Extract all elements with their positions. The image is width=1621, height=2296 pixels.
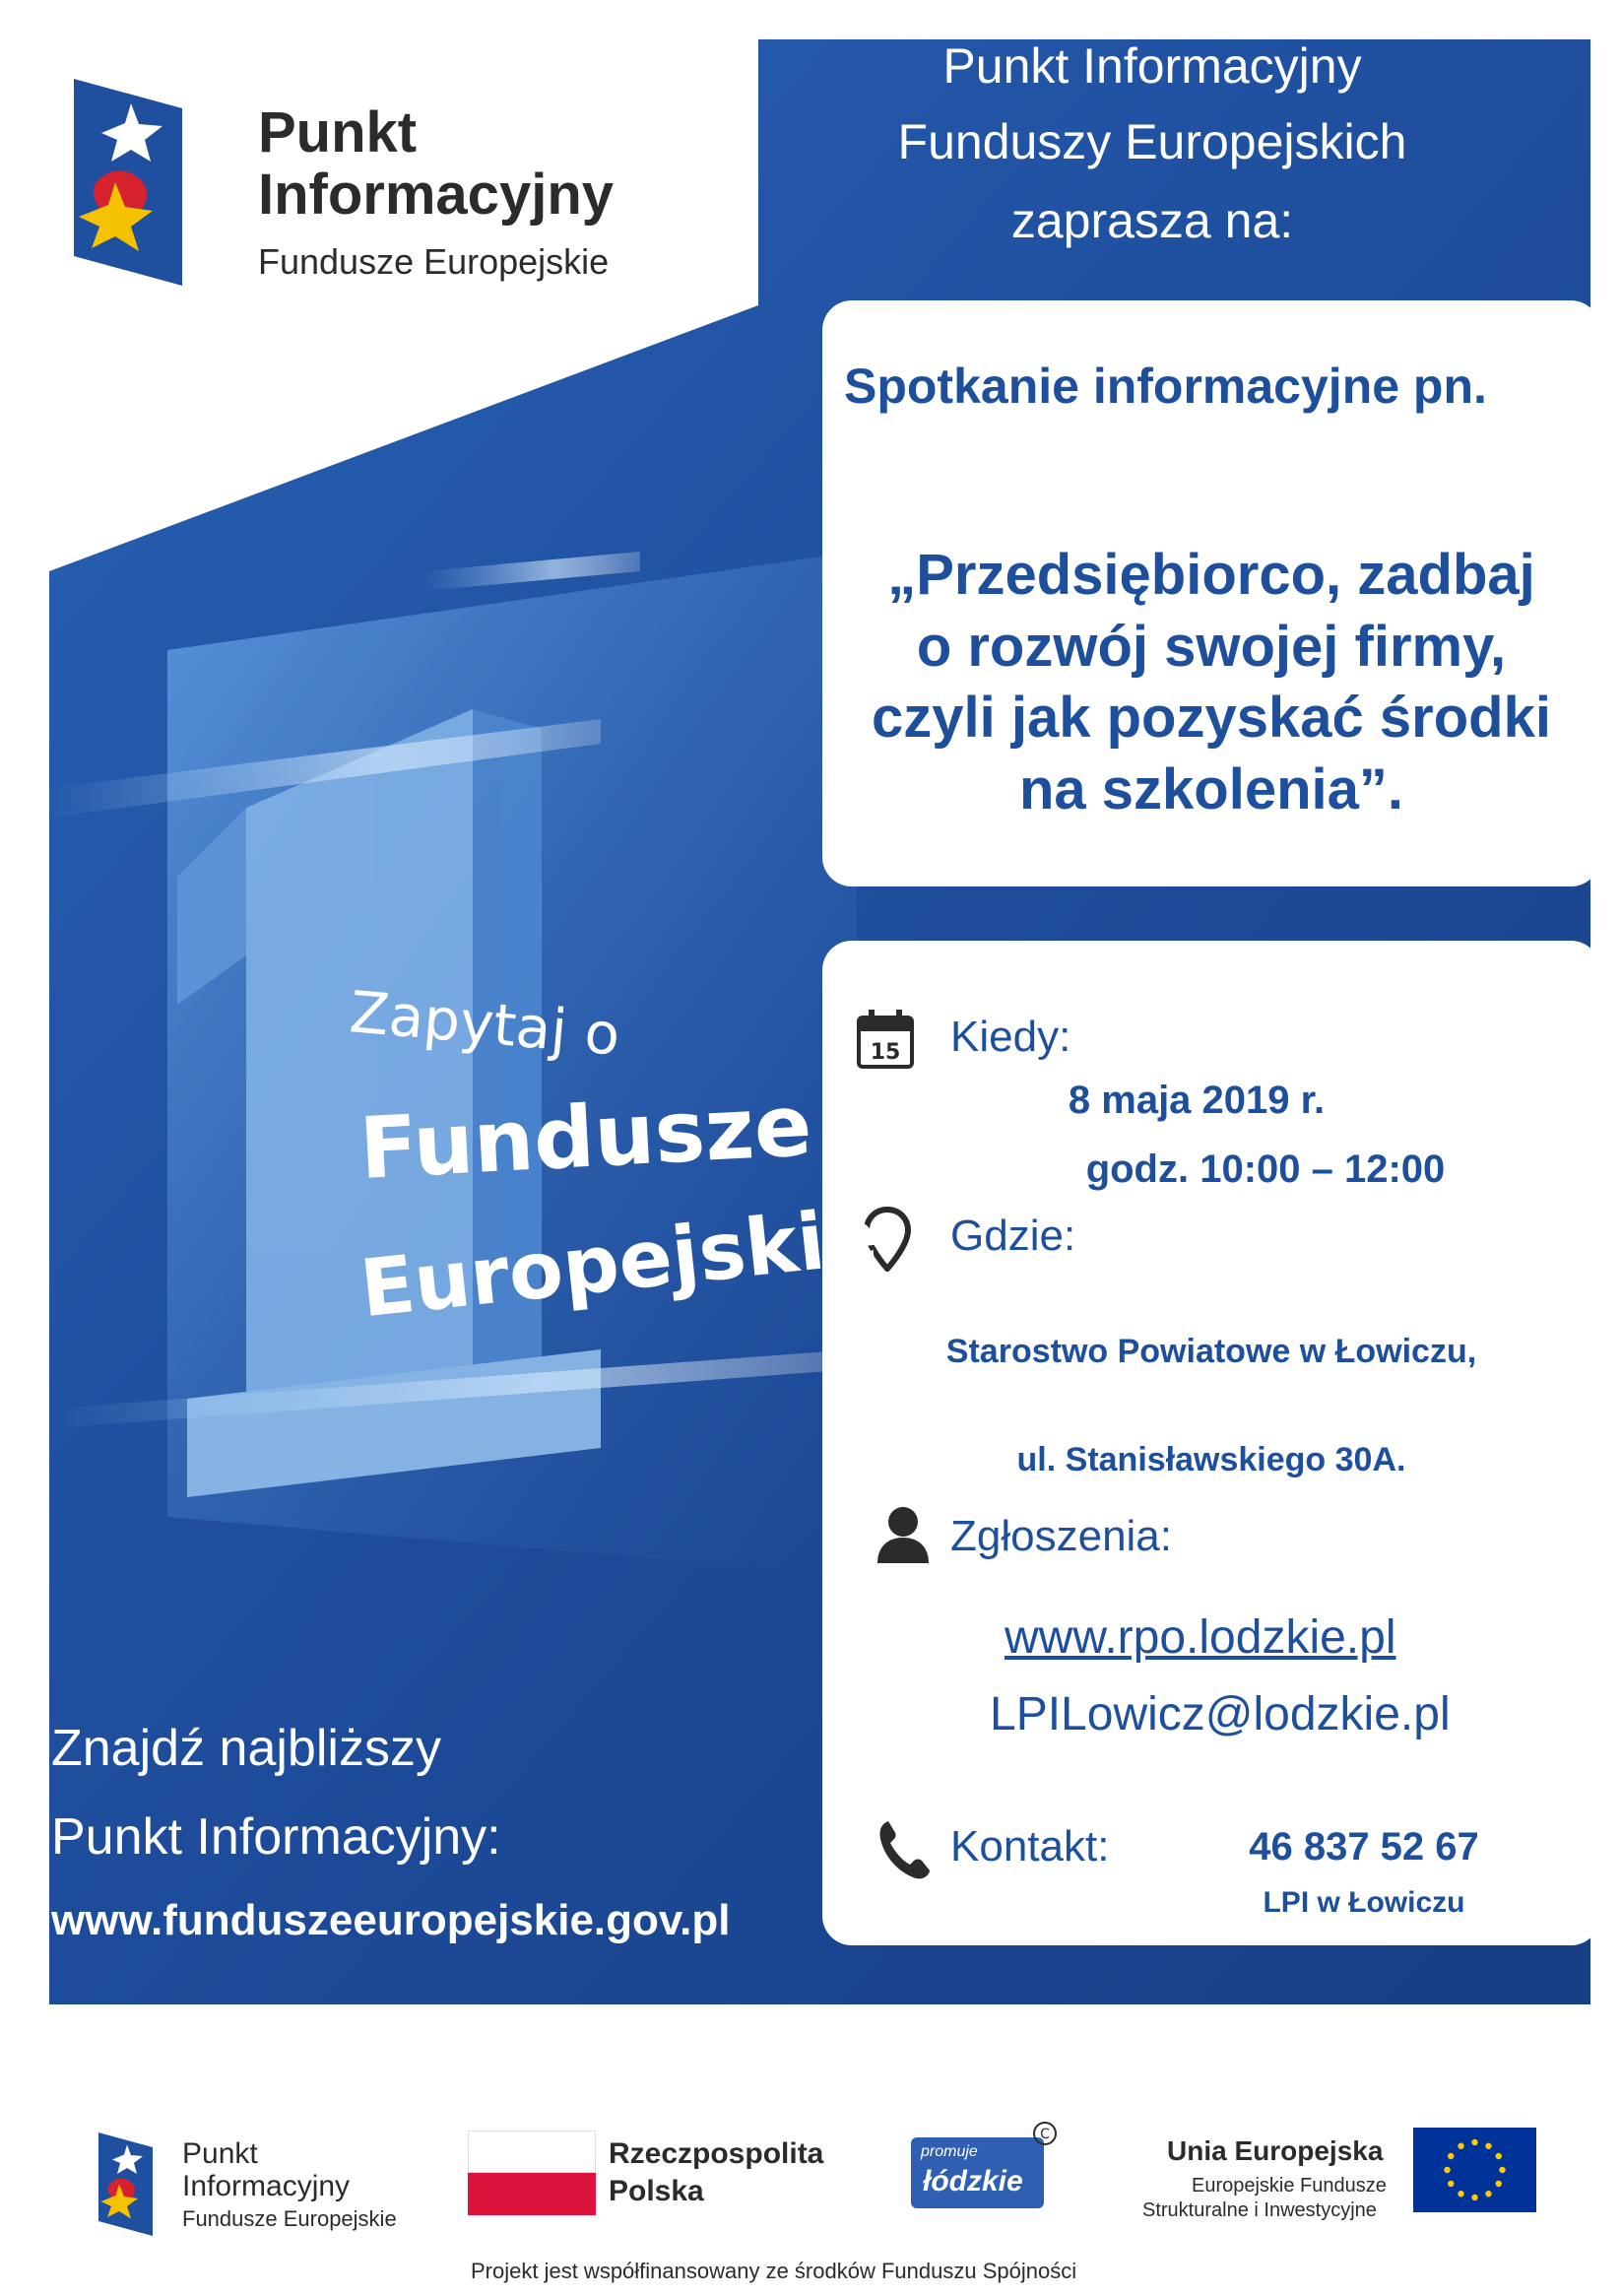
footer-pi-line-1: Punkt — [182, 2137, 258, 2170]
find-line-1: Znajdź najbliższy — [51, 1720, 441, 1777]
footer-rp-line-2: Polska — [609, 2175, 704, 2207]
signup-label: Zgłoszenia: — [950, 1512, 1173, 1560]
find-line-2: Punkt Informacyjny: — [51, 1808, 501, 1866]
calendar-icon — [857, 1010, 914, 1069]
logo-flag-icon — [74, 79, 182, 286]
footer-pi-flag-icon — [98, 2132, 153, 2236]
website-link[interactable]: www.rpo.lodzkie.pl — [1005, 1611, 1396, 1664]
event-title-box — [822, 300, 1600, 886]
event-title-line-3: czyli jak pozyskać środki — [872, 686, 1551, 750]
phone-number: 46 837 52 67 — [1249, 1825, 1479, 1869]
eu-star — [1458, 2143, 1463, 2149]
invite-line-1: Punkt Informacyjny — [942, 38, 1362, 94]
eu-star — [1458, 2191, 1463, 2197]
lodzkie-logo — [911, 2137, 1044, 2208]
email-link[interactable]: LPILowicz@lodzkie.pl — [990, 1688, 1451, 1740]
lodzkie-small: promuje — [921, 2143, 978, 2160]
eu-star — [1496, 2181, 1502, 2187]
calendar-day: 15 — [870, 1040, 901, 1065]
when-label: Kiedy: — [950, 1013, 1071, 1061]
eu-star — [1471, 2195, 1477, 2200]
meeting-type: Spotkanie informacyjne pn. — [844, 359, 1487, 414]
logo-subtitle: Fundusze Europejskie — [258, 241, 610, 282]
footer-ue-line-1: Unia Europejska — [1167, 2135, 1384, 2166]
event-title-line-1: „Przedsiębiorco, zadbaj — [887, 543, 1535, 607]
footer-rp-line-1: Rzeczpospolita — [609, 2137, 824, 2170]
logo-title-line2: Informacyjny — [258, 163, 614, 227]
polish-flag-icon — [468, 2131, 596, 2215]
footer-ue-line-3: Strukturalne i Inwestycyjne — [1142, 2199, 1377, 2221]
event-time: godz. 10:00 – 12:00 — [1085, 1148, 1446, 1191]
promo-word-2: Europejskie — [356, 1189, 882, 1336]
logo-title-line1: Punkt — [258, 100, 418, 164]
svg-text:C: C — [1040, 2127, 1050, 2142]
eu-star — [1485, 2143, 1491, 2149]
footer-pi-line-3: Fundusze Europejskie — [182, 2206, 397, 2231]
promo-word-1: Fundusze — [357, 1077, 814, 1199]
phone-icon — [876, 1817, 932, 1880]
eu-star — [1485, 2191, 1491, 2197]
copyright-icon — [1032, 2121, 1058, 2146]
event-title-line-4: na szkolenia”. — [1018, 757, 1404, 821]
place-line-2: ul. Stanisławskiego 30A. — [1016, 1441, 1406, 1478]
eu-star — [1499, 2167, 1505, 2173]
event-title-line-2: o rozwój swojej firmy, — [916, 615, 1507, 679]
invite-line-3: zaprasza na: — [1010, 193, 1294, 248]
person-icon — [874, 1504, 933, 1565]
eu-star — [1471, 2139, 1477, 2145]
promo-line-1: Zapytaj o — [347, 978, 623, 1069]
footer-ue-line-2: Europejskie Fundusze — [1192, 2175, 1387, 2197]
event-date: 8 maja 2019 r. — [1068, 1079, 1326, 1122]
place-line-1: Starostwo Powiatowe w Łowiczu, — [945, 1333, 1477, 1370]
office-name: LPI w Łowiczu — [1263, 1886, 1465, 1919]
eu-star — [1448, 2153, 1454, 2159]
footer-cofinancing-note: Projekt jest współfinansowany ze środków Funduszu Spójności — [471, 2259, 1077, 2283]
eu-star — [1444, 2167, 1450, 2173]
event-details-box — [822, 941, 1600, 1945]
find-url-link[interactable]: www.funduszeeuropejskie.gov.pl — [51, 1896, 731, 1944]
where-label: Gdzie: — [950, 1212, 1076, 1260]
contact-label: Kontakt: — [950, 1822, 1110, 1870]
invite-line-2: Funduszy Europejskich — [897, 114, 1407, 169]
lodzkie-big: łódzkie — [923, 2165, 1023, 2198]
eu-star — [1496, 2153, 1502, 2159]
footer-pi-line-2: Informacyjny — [182, 2170, 351, 2202]
eu-star — [1448, 2181, 1454, 2187]
eu-flag-icon — [1413, 2128, 1536, 2212]
